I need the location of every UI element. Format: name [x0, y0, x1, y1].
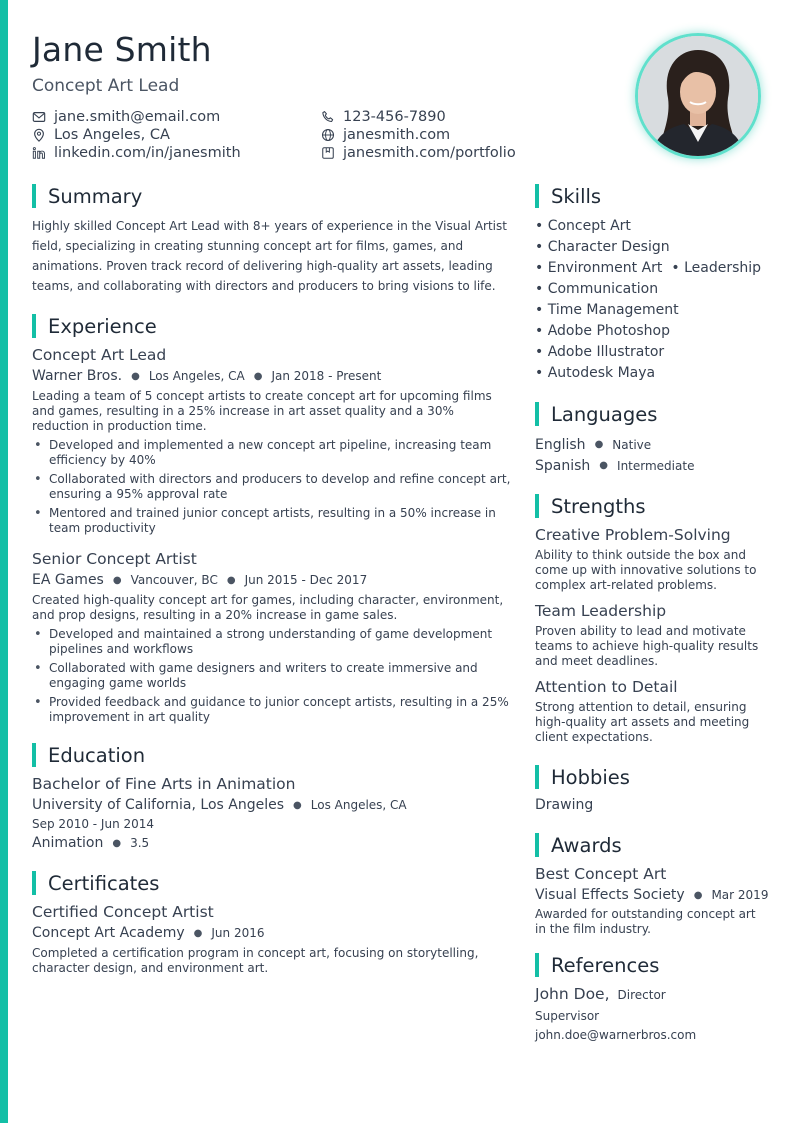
skill-label: Autodesk Maya [547, 365, 656, 381]
separator-dot: ● [112, 837, 122, 849]
education-meta [32, 797, 512, 813]
job-location: Los Angeles, CA [148, 369, 245, 383]
job-description: Created high-quality concept art for games, including character, environment, and prop designs, resulting in a 20% increase in game sales. [32, 593, 504, 622]
strength-item [535, 526, 767, 593]
contact-phone[interactable] [321, 108, 592, 125]
language-item [535, 434, 767, 455]
heading-accent [535, 833, 539, 857]
reference-name-row [535, 985, 767, 1003]
reference-role: Director [617, 988, 666, 1002]
list-item: • Provided feedback and guidance to junior concept artists, resulting in a 25% improvement in art quality [32, 695, 512, 725]
skill-item: • Environment Art [535, 260, 663, 276]
languages-heading [535, 402, 767, 426]
skills-list [535, 216, 767, 384]
hobby-item: Drawing [535, 797, 594, 813]
experience-heading [32, 314, 512, 338]
language-name: English [535, 436, 586, 453]
school-name: University of California, Los Angeles [32, 797, 285, 813]
strength-title: Team Leadership [535, 602, 667, 620]
awards-heading [535, 833, 767, 857]
experience-heading-text: Experience [48, 314, 157, 338]
summary-text: Highly skilled Concept Art Lead with 8+ years of experience in the Visual Artist field, specializing in creating stunning concept art for films, games, and animations. Proven track record of delivering high-quality art assets, leading teams, and collaborating with directors and producers to bring visions to life. [32, 219, 507, 293]
separator-dot: ● [293, 799, 302, 811]
summary-section [32, 184, 512, 296]
skill-item: • Character Design [535, 239, 670, 255]
skill-item: • Concept Art [535, 218, 631, 234]
strength-item [535, 602, 767, 669]
skill-item: • Adobe Illustrator [535, 344, 665, 360]
job-dates: Jan 2018 - Present [271, 369, 382, 383]
languages-heading-text: Languages [551, 402, 658, 426]
job-bullets [32, 438, 512, 536]
contact-list [32, 108, 592, 161]
skill-label: Concept Art [547, 218, 631, 234]
award-title: Best Concept Art [535, 865, 667, 883]
language-level: Native [612, 437, 652, 452]
strength-item [535, 678, 767, 745]
contact-phone-text: 123-456-7890 [343, 108, 446, 125]
references-section [535, 953, 767, 1042]
mail-icon [32, 110, 46, 124]
globe-icon [321, 128, 335, 142]
contact-linkedin[interactable] [32, 144, 321, 161]
list-item: • Collaborated with directors and producers to develop and refine concept art, ensuring a 95% approval rate [32, 472, 512, 502]
heading-accent [535, 953, 539, 977]
job-meta [32, 368, 512, 384]
education-heading [32, 743, 512, 767]
award-meta [535, 887, 767, 903]
contact-location-text: Los Angeles, CA [54, 126, 170, 143]
heading-accent [535, 184, 539, 208]
skill-label: Environment Art [547, 260, 663, 276]
heading-accent [32, 743, 36, 767]
contact-linkedin-text: linkedin.com/in/janesmith [54, 144, 241, 161]
references-heading-text: References [551, 953, 660, 977]
skill-item: • Adobe Photoshop [535, 323, 671, 339]
language-item [535, 455, 767, 476]
strength-title: Creative Problem-Solving [535, 526, 731, 544]
skill-label: Leadership [684, 260, 762, 276]
skill-item: • Communication [535, 281, 659, 297]
education-gpa: 3.5 [130, 836, 150, 850]
location-pin-icon [32, 128, 46, 142]
right-column [535, 184, 767, 1042]
separator-dot: ● [599, 460, 609, 471]
contact-email[interactable] [32, 108, 321, 125]
strength-description: Strong attention to detail, ensuring high-quality art assets and meeting client expectations. [535, 700, 750, 744]
profile-photo-image [638, 36, 758, 156]
job-company: Warner Bros. [32, 368, 123, 384]
skills-heading [535, 184, 767, 208]
accent-bar [0, 0, 8, 1123]
list-item: • Developed and maintained a strong understanding of game development pipelines and workflows [32, 627, 512, 657]
award-issuer: Visual Effects Society [535, 887, 685, 903]
job-title: Concept Art Lead [32, 346, 167, 364]
job-entry [32, 346, 512, 536]
skill-label: Character Design [547, 239, 670, 255]
education-dates: Sep 2010 - Jun 2014 [32, 817, 155, 831]
languages-section [535, 402, 767, 476]
hobbies-section [535, 765, 767, 813]
hobbies-heading [535, 765, 767, 789]
linkedin-icon [32, 146, 46, 160]
separator-dot: ● [594, 439, 604, 450]
reference-role-secondary: Supervisor [535, 1009, 600, 1023]
strengths-section [535, 494, 767, 745]
job-entry [32, 550, 512, 725]
reference-name: John Doe, [535, 985, 610, 1003]
strengths-heading [535, 494, 767, 518]
certificates-section [32, 871, 512, 976]
portfolio-icon [321, 146, 335, 160]
certificate-date: Jun 2016 [211, 926, 265, 940]
candidate-name: Jane Smith [32, 30, 212, 69]
list-item: • Collaborated with game designers and writers to create immersive and engaging game worlds [32, 661, 512, 691]
skill-item: • Leadership [671, 260, 762, 276]
list-item: • Mentored and trained junior concept artists, resulting in a 50% increase in team productivity [32, 506, 512, 536]
contact-website[interactable] [321, 126, 592, 143]
education-heading-text: Education [48, 743, 146, 767]
summary-heading-text: Summary [48, 184, 143, 208]
contact-email-text: jane.smith@email.com [54, 108, 221, 125]
job-title: Senior Concept Artist [32, 550, 197, 568]
certificate-meta [32, 925, 512, 941]
certificate-issuer: Concept Art Academy [32, 925, 185, 941]
award-description: Awarded for outstanding concept art in the film industry. [535, 907, 756, 936]
language-name: Spanish [535, 457, 591, 474]
strength-description: Proven ability to lead and motivate teams to achieve high-quality results and meet deadlines. [535, 624, 759, 668]
skills-section [535, 184, 767, 384]
education-field: Animation [32, 835, 104, 851]
language-level: Intermediate [617, 458, 695, 473]
skill-item: • Autodesk Maya [535, 365, 656, 381]
reference-email[interactable]: john.doe@warnerbros.com [535, 1028, 697, 1042]
list-item: • Developed and implemented a new concept art pipeline, increasing team efficiency by 40% [32, 438, 512, 468]
heading-accent [32, 314, 36, 338]
contact-location [32, 126, 321, 143]
strength-title: Attention to Detail [535, 678, 678, 696]
resume-page [32, 0, 772, 1123]
award-date: Mar 2019 [711, 888, 769, 902]
hobbies-heading-text: Hobbies [551, 765, 630, 789]
separator-dot: ● [226, 574, 236, 586]
contact-portfolio-text: janesmith.com/portfolio [343, 144, 516, 161]
contact-portfolio[interactable] [321, 144, 592, 161]
contact-website-text: janesmith.com [343, 126, 451, 143]
job-dates: Jun 2015 - Dec 2017 [244, 573, 368, 587]
left-column [32, 184, 512, 976]
skill-label: Communication [547, 281, 659, 297]
job-bullets [32, 627, 512, 725]
skill-label: Adobe Illustrator [547, 344, 665, 360]
awards-heading-text: Awards [551, 833, 622, 857]
job-meta [32, 572, 512, 588]
certificate-description: Completed a certification program in concept art, focusing on storytelling, character design, and environment art. [32, 946, 479, 975]
heading-accent [535, 494, 539, 518]
certificates-heading [32, 871, 512, 895]
references-heading [535, 953, 767, 977]
skills-heading-text: Skills [551, 184, 602, 208]
heading-accent [535, 765, 539, 789]
strength-description: Ability to think outside the box and come up with innovative solutions to complex art-related problems. [535, 548, 757, 592]
separator-dot: ● [112, 574, 122, 586]
heading-accent [32, 871, 36, 895]
skill-item: • Time Management [535, 302, 679, 318]
experience-section [32, 314, 512, 725]
phone-icon [321, 110, 335, 124]
job-location: Vancouver, BC [130, 573, 218, 587]
separator-dot: ● [131, 370, 140, 382]
degree-title: Bachelor of Fine Arts in Animation [32, 775, 296, 793]
strengths-heading-text: Strengths [551, 494, 646, 518]
certificates-heading-text: Certificates [48, 871, 160, 895]
profile-photo [635, 33, 761, 159]
separator-dot: ● [253, 370, 263, 382]
separator-dot: ● [193, 927, 203, 939]
summary-heading [32, 184, 512, 208]
education-section [32, 743, 512, 851]
heading-accent [32, 184, 36, 208]
awards-section [535, 833, 767, 937]
education-field-row [32, 835, 512, 851]
skill-label: Adobe Photoshop [547, 323, 671, 339]
certificate-name: Certified Concept Artist [32, 903, 214, 921]
skill-row [535, 258, 767, 279]
separator-dot: ● [693, 889, 703, 901]
job-company: EA Games [32, 572, 104, 588]
heading-accent [535, 402, 539, 426]
job-description: Leading a team of 5 concept artists to create concept art for upcoming films and games, resulting in a 25% increase in art asset quality and a 30% reduction in production time. [32, 389, 492, 433]
school-location: Los Angeles, CA [310, 798, 407, 812]
skill-label: Time Management [547, 302, 679, 318]
candidate-title: Concept Art Lead [32, 76, 180, 96]
